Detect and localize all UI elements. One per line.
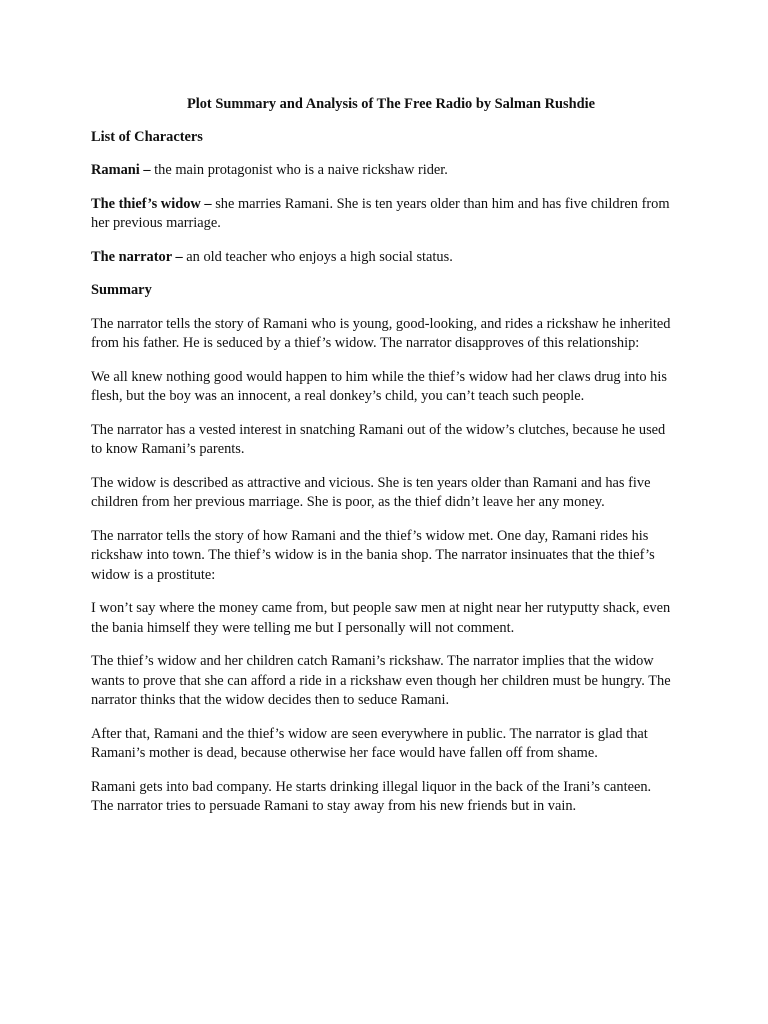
character-description: an old teacher who enjoys a high social status. [186, 248, 453, 265]
summary-paragraph: After that, Ramani and the thief’s widow are seen everywhere in public. The narrator is glad that Ramani’s mother is dead, because otherwise her face would have fallen off from shame. [91, 725, 648, 761]
character-name: The narrator – [91, 248, 187, 265]
summary-paragraph: The narrator tells the story of how Ramani and the thief’s widow met. One day, Ramani rides his rickshaw into town. The thief’s widow is in the bania shop. The narrator insinuates that the thief’s widow is a prostitute: [91, 527, 655, 583]
character-name: The thief’s widow – [91, 195, 216, 212]
summary-paragraph: The narrator has a vested interest in snatching Ramani out of the widow’s clutches, because he used to know Ramani’s parents. [91, 421, 666, 457]
quote-paragraph: I won’t say where the money came from, but people saw men at night near her rutyputty shack, even the bania himself they were telling me but I personally will not comment. [91, 600, 671, 636]
character-entry-ramani [91, 161, 671, 181]
summary-heading: Summary [91, 282, 152, 298]
summary-paragraph: The thief’s widow and her children catch Ramani’s rickshaw. The narrator implies that the widow wants to prove that she can afford a ride in a rickshaw even though her children must be hungry. The narrator thinks that the widow decides then to seduce Ramani. [91, 653, 671, 708]
document-title: Plot Summary and Analysis of The Free Radio by Salman Rushdie [186, 96, 596, 112]
quote-paragraph: We all knew nothing good would happen to him while the thief’s widow had her claws drug into his flesh, but the boy was an innocent, a real donkey’s child, you can’t teach such people. [91, 368, 667, 404]
character-entry-widow [91, 195, 671, 234]
character-description: she marries Ramani. She is ten years older than him and has five children from her previous marriage. [91, 195, 670, 231]
character-name: Ramani – [91, 162, 155, 178]
character-entry-narrator [91, 248, 671, 268]
character-description: the main protagonist who is a naive rickshaw rider. [154, 162, 448, 178]
document-page [91, 95, 671, 831]
summary-paragraph: The widow is described as attractive and vicious. She is ten years older than Ramani and has five children from her previous marriage. She is poor, as the thief didn’t leave her any money. [91, 474, 651, 510]
summary-paragraph: The narrator tells the story of Ramani who is young, good-looking, and rides a rickshaw he inherited from his father. He is seduced by a thief’s widow. The narrator disapproves of this relationship: [91, 315, 671, 351]
characters-heading: List of Characters [91, 128, 203, 145]
summary-paragraph: Ramani gets into bad company. He starts drinking illegal liquor in the back of the Irani’s canteen. The narrator tries to persuade Ramani to stay away from his new friends but in vain. [91, 778, 652, 814]
